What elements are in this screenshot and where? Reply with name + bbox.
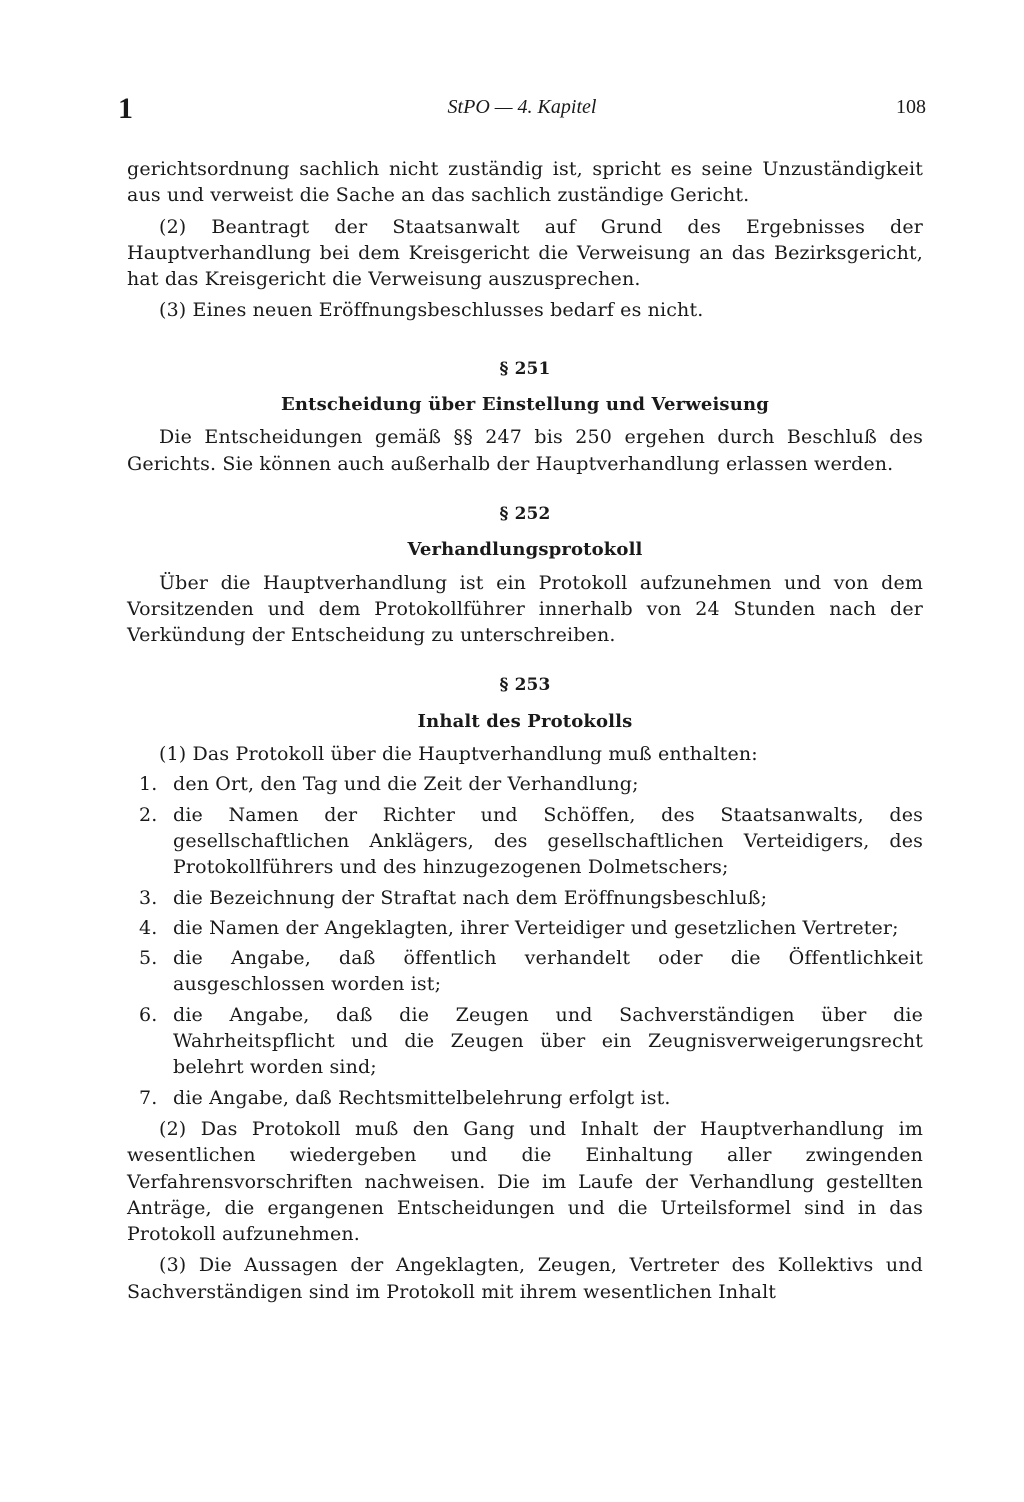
- section-number-253: § 253: [499, 675, 551, 696]
- list-item-number: 1.: [139, 773, 158, 796]
- paragraph-continued: gerichtsordnung sachlich nicht zuständig ist, spricht es seine Unzuständigkeit aus und verweist die Sache an das sachlich zuständige Gericht.: [127, 158, 923, 207]
- running-header: [118, 92, 926, 125]
- list-item-text: die Namen der Richter und Schöffen, des Staatsanwalts, des gesellschaftlichen Anklägers, des gesellschaftlichen Verteidigers, des Protokollführers und des hinzugezogenen Dolmetschers;: [173, 803, 923, 879]
- list-item: [127, 771, 923, 797]
- list-item: [127, 945, 923, 998]
- list-item-text: die Namen der Angeklagten, ihrer Verteidiger und gesetzlichen Vertreter;: [173, 916, 899, 939]
- section-253-paragraph-1: (1) Das Protokoll über die Hauptverhandlung muß enthalten:: [159, 743, 758, 766]
- chapter-number: 1: [118, 92, 133, 125]
- section-heading-253: Inhalt des Protokolls: [417, 710, 633, 732]
- page-number: 108: [896, 96, 926, 118]
- list-item-number: 5.: [139, 947, 158, 970]
- content-list: [127, 771, 923, 1111]
- list-item-text: die Angabe, daß Rechtsmittelbelehrung erfolgt ist.: [173, 1086, 671, 1109]
- list-item-text: die Angabe, daß die Zeugen und Sachverständigen über die Wahrheitspflicht und die Zeugen über ein Zeugnisverweigerungsrecht belehrt worden sind;: [173, 1003, 923, 1079]
- running-title: StPO — 4. Kapitel: [447, 96, 597, 118]
- paragraph-2: (2) Beantragt der Staatsanwalt auf Grund des Ergebnisses der Hauptverhandlung bei dem Kreisgericht die Verweisung an das Bezirksgericht, hat das Kreisgericht die Verweisung auszusprechen.: [127, 215, 923, 291]
- section-number-251: § 251: [499, 358, 551, 379]
- section-text-252: Über die Hauptverhandlung ist ein Protokoll aufzunehmen und von dem Vorsitzenden und dem Protokollführer innerhalb von 24 Stunden nach der Verkündung der Entscheidung zu unterschreiben.: [127, 571, 923, 647]
- section-253-paragraph-3: (3) Die Aussagen der Angeklagten, Zeugen, Vertreter des Kollektivs und Sachverständigen sind im Protokoll mit ihrem wesentlichen Inhalt: [127, 1254, 923, 1303]
- list-item-text: die Bezeichnung der Straftat nach dem Eröffnungsbeschluß;: [173, 886, 768, 909]
- list-item: [127, 885, 923, 911]
- section-heading-252: Verhandlungsprotokoll: [407, 539, 643, 561]
- list-item-number: 6.: [139, 1003, 158, 1026]
- list-item-number: 4.: [139, 916, 158, 939]
- list-item: [127, 1085, 923, 1111]
- section-253-paragraph-2: (2) Das Protokoll muß den Gang und Inhalt der Hauptverhandlung im wesentlichen wiedergeben und die Einhaltung aller zwingenden Verfahrensvorschriften nachweisen. Die im Laufe der Verhandlung gestellten Anträge, die ergangenen Entscheidungen und die Urteilsformel sind in das Protokoll aufzunehmen.: [127, 1117, 923, 1246]
- list-item-number: 2.: [139, 803, 158, 826]
- list-item-number: 7.: [139, 1086, 158, 1109]
- page-body: [127, 156, 923, 1305]
- list-item-text: den Ort, den Tag und die Zeit der Verhandlung;: [173, 773, 639, 796]
- section-number-252: § 252: [499, 503, 551, 524]
- section-heading-251: Entscheidung über Einstellung und Verweisung: [281, 394, 769, 416]
- list-item-text: die Angabe, daß öffentlich verhandelt oder die Öffentlichkeit ausgeschlossen worden ist;: [173, 947, 923, 996]
- list-item: [127, 1002, 923, 1081]
- list-item: [127, 802, 923, 881]
- list-item-number: 3.: [139, 886, 158, 909]
- list-item: [127, 915, 923, 941]
- paragraph-3: (3) Eines neuen Eröffnungsbeschlusses bedarf es nicht.: [159, 299, 704, 322]
- section-text-251: Die Entscheidungen gemäß §§ 247 bis 250 ergehen durch Beschluß des Gerichts. Sie können auch außerhalb der Hauptverhandlung erlassen werden.: [127, 426, 923, 475]
